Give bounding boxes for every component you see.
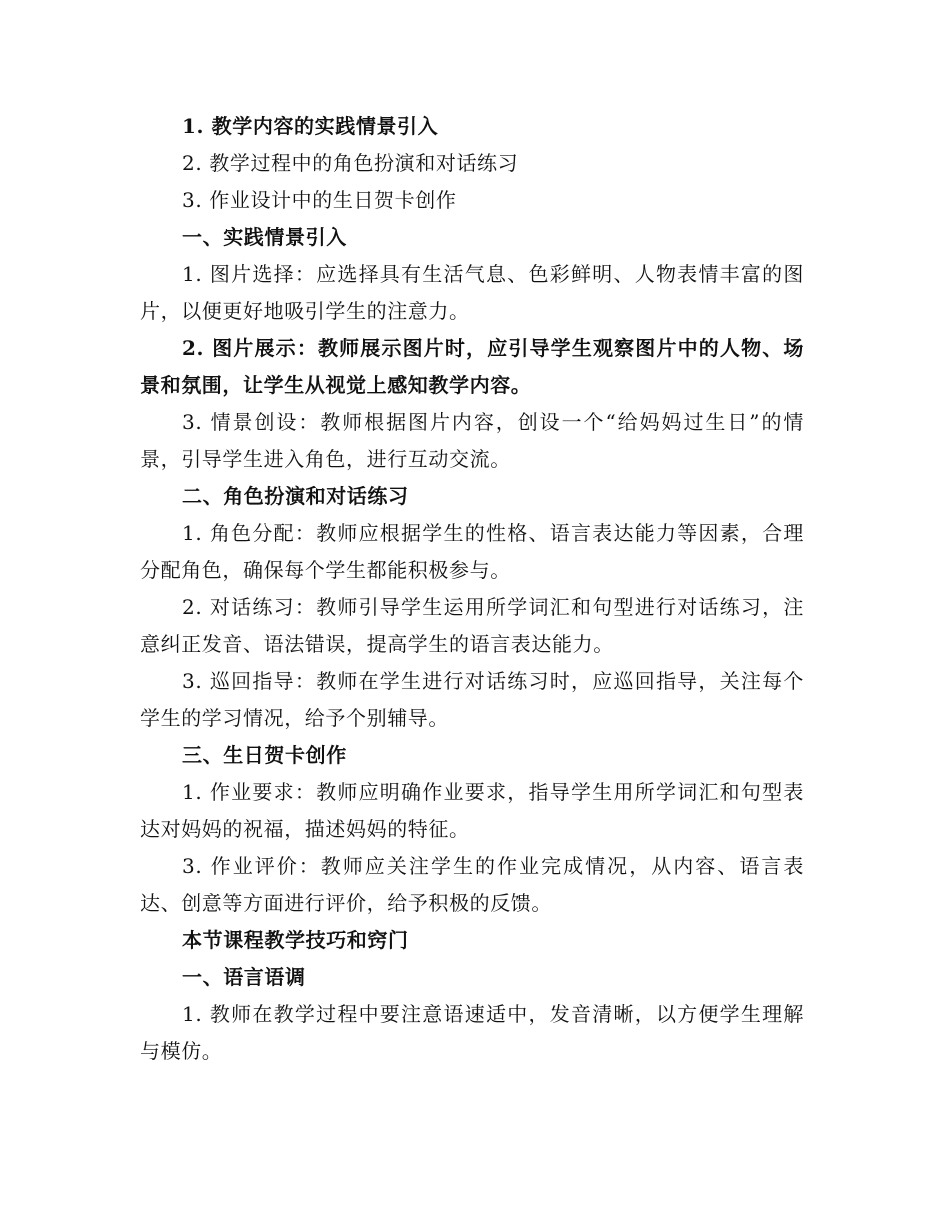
paragraph-homework-evaluation: 3. 作业评价：教师应关注学生的作业完成情况，从内容、语言表达、创意等方面进行评价，给予积极的反馈。	[140, 854, 804, 915]
outline-item-3: 3. 作业设计中的生日贺卡创作	[182, 188, 457, 212]
section-heading-2: 二、角色扮演和对话练习	[182, 484, 409, 508]
outline-item-1: 1. 教学内容的实践情景引入	[182, 114, 439, 138]
paragraph-dialogue-practice: 2. 对话练习：教师引导学生运用所学词汇和句型进行对话练习，注意纠正发音、语法错误，提高学生的语言表达能力。	[140, 595, 804, 656]
paragraph-image-display: 2. 图片展示：教师展示图片时，应引导学生观察图片中的人物、场景和氛围，让学生从视觉上感知教学内容。	[140, 336, 804, 397]
outline-item-2: 2. 教学过程中的角色扮演和对话练习	[182, 151, 519, 175]
section-heading-3: 三、生日贺卡创作	[182, 743, 347, 767]
document-body	[140, 108, 804, 1070]
paragraph-roving-guidance: 3. 巡回指导：教师在学生进行对话练习时，应巡回指导，关注每个学生的学习情况，给予个别辅导。	[140, 669, 804, 730]
section-heading-1: 一、实践情景引入	[182, 225, 347, 249]
tips-heading: 本节课程教学技巧和窍门	[182, 928, 409, 952]
paragraph-homework-requirements: 1. 作业要求：教师应明确作业要求，指导学生用所学词汇和句型表达对妈妈的祝福，描述妈妈的特征。	[140, 780, 804, 841]
tips-subheading-1: 一、语言语调	[182, 965, 306, 989]
paragraph-role-assignment: 1. 角色分配：教师应根据学生的性格、语言表达能力等因素，合理分配角色，确保每个学生都能积极参与。	[140, 521, 804, 582]
paragraph-image-selection: 1. 图片选择：应选择具有生活气息、色彩鲜明、人物表情丰富的图片，以便更好地吸引学生的注意力。	[140, 262, 804, 323]
paragraph-scenario-creation: 3. 情景创设：教师根据图片内容，创设一个“给妈妈过生日”的情景，引导学生进入角色，进行互动交流。	[140, 410, 804, 471]
paragraph-speech-rate: 1. 教师在教学过程中要注意语速适中，发音清晰，以方便学生理解与模仿。	[140, 1002, 804, 1063]
